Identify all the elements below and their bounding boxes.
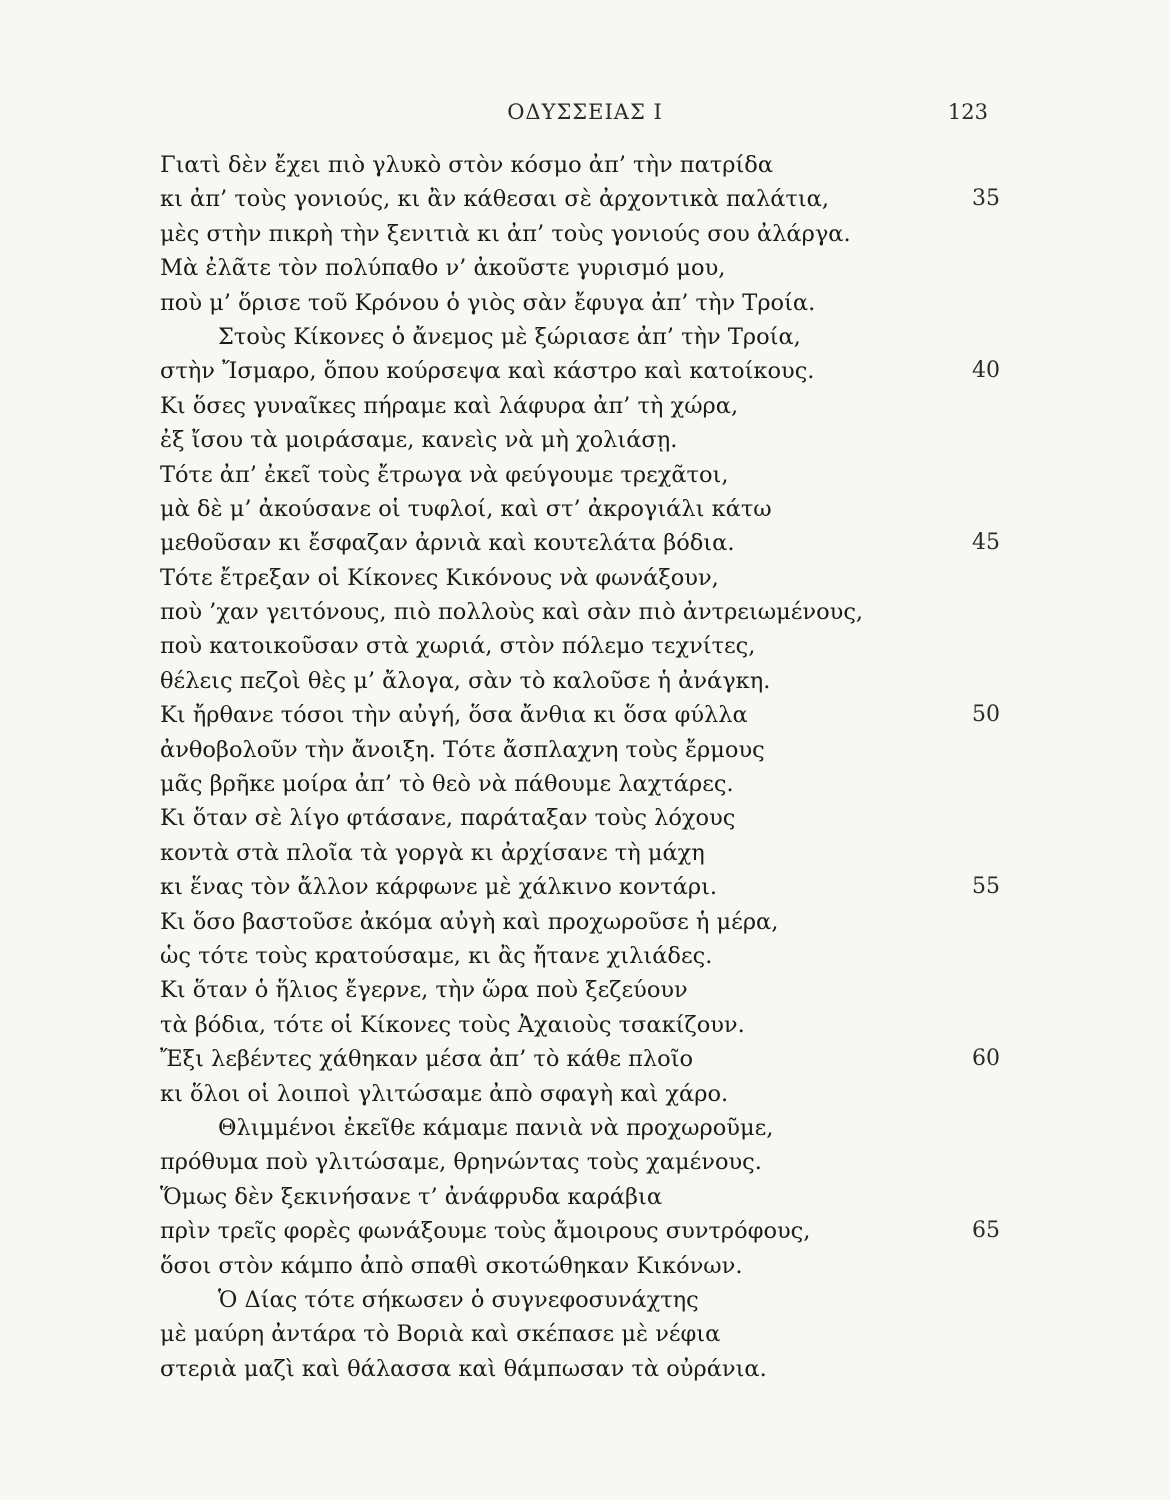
line-number: 35 — [972, 186, 1000, 212]
verse-text: Μὰ ἐλᾶτε τὸν πολύπαθο ν’ ἀκοῦστε γυρισμό μου, — [160, 255, 726, 282]
verse-text: Κι ὅσες γυναῖκες πήραμε καὶ λάφυρα ἀπ’ τὴ χώρα, — [160, 392, 739, 419]
verse-line — [160, 698, 1000, 732]
verse-line — [160, 595, 1000, 629]
verse-line — [160, 492, 1000, 526]
verse-line — [160, 1352, 1000, 1386]
verse-text: Κι ὅταν σὲ λίγο φτάσανε, παράταξαν τοὺς λόχους — [160, 805, 736, 832]
verse-line — [160, 870, 1000, 904]
verse-text: Στοὺς Κίκονες ὁ ἄνεμος μὲ ξώριασε ἀπ’ τὴν Τροία, — [218, 323, 801, 350]
verse-line — [160, 801, 1000, 835]
verse-line — [160, 733, 1000, 767]
verse-line — [160, 1008, 1000, 1042]
verse-text: ποὺ μ’ ὅρισε τοῦ Κρόνου ὁ γιὸς σὰν ἔφυγα ἀπ’ τὴν Τροία. — [160, 289, 816, 316]
line-number: 65 — [972, 1218, 1000, 1244]
verse-line — [160, 320, 1000, 354]
verse-line — [160, 1249, 1000, 1283]
verse-line — [160, 354, 1000, 388]
verse-text: Ὅμως δὲν ξεκινήσανε τ’ ἀνάφρυδα καράβια — [160, 1183, 663, 1210]
verse-line — [160, 1214, 1000, 1248]
line-number: 50 — [972, 702, 1000, 728]
verse-text: στεριὰ μαζὶ καὶ θάλασσα καὶ θάμπωσαν τὰ οὐράνια. — [160, 1355, 767, 1382]
verse-text: ποὺ ’χαν γειτόνους, πιὸ πολλοὺς καὶ σὰν πιὸ ἀντρειωμένους, — [160, 599, 864, 626]
page-number: 123 — [947, 100, 988, 124]
verse-text: μὰ δὲ μ’ ἀκούσανε οἱ τυφλοί, καὶ στ’ ἀκρογιάλι κάτω — [160, 495, 772, 522]
verse-text: τὰ βόδια, τότε οἱ Κίκονες τοὺς Ἀχαιοὺς τσακίζουν. — [160, 1011, 745, 1038]
verse-line — [160, 1283, 1000, 1317]
verse-line — [160, 148, 1000, 182]
line-number: 60 — [972, 1046, 1000, 1072]
verse-text: κι ὅλοι οἱ λοιποὶ γλιτώσαμε ἀπὸ σφαγὴ καὶ χάρο. — [160, 1080, 729, 1107]
line-number: 40 — [972, 358, 1000, 384]
verse-text: μὲ μαύρη ἀντάρα τὸ Βοριὰ καὶ σκέπασε μὲ νέφια — [160, 1321, 721, 1348]
verse-text: κι ἕνας τὸν ἄλλον κάρφωνε μὲ χάλκινο κοντάρι. — [160, 874, 718, 901]
verse-line — [160, 286, 1000, 320]
verse-text: κοντὰ στὰ πλοῖα τὰ γοργὰ κι ἀρχίσανε τὴ μάχη — [160, 839, 705, 866]
running-head-title: ΟΔΥΣΣΕΙΑΣ Ι — [507, 100, 663, 124]
verse-line — [160, 939, 1000, 973]
verse-text: μὲς στὴν πικρὴ τὴν ξενιτιὰ κι ἀπ’ τοὺς γονιούς σου ἀλάργα. — [160, 220, 851, 247]
verse-text: Ὁ Δίας τότε σήκωσεν ὁ συγνεφοσυνάχτης — [218, 1286, 699, 1313]
verse-text: πρὶν τρεῖς φορὲς φωνάξουμε τοὺς ἄμοιρους συντρόφους, — [160, 1218, 811, 1245]
line-number: 55 — [972, 874, 1000, 900]
verse-text: Ἔξι λεβέντες χάθηκαν μέσα ἀπ’ τὸ κάθε πλοῖο — [160, 1046, 694, 1073]
verse-line — [160, 1042, 1000, 1076]
verse-line — [160, 664, 1000, 698]
verse-line — [160, 905, 1000, 939]
verse-text: ὅσοι στὸν κάμπο ἀπὸ σπαθὶ σκοτώθηκαν Κικόνων. — [160, 1252, 743, 1279]
verse-line — [160, 1145, 1000, 1179]
verse-line — [160, 629, 1000, 663]
verse-text: Θλιμμένοι ἐκεῖθε κάμαμε πανιὰ νὰ προχωροῦμε, — [218, 1114, 774, 1141]
verse-line — [160, 389, 1000, 423]
verse-text: κι ἀπ’ τοὺς γονιούς, κι ἂν κάθεσαι σὲ ἀρχοντικὰ παλάτια, — [160, 186, 830, 213]
verse-text: μᾶς βρῆκε μοίρα ἀπ’ τὸ θεὸ νὰ πάθουμε λαχτάρες. — [160, 771, 734, 798]
verse-text: Κι ἤρθανε τόσοι τὴν αὐγή, ὅσα ἄνθια κι ὅσα φύλλα — [160, 702, 748, 729]
verse-line — [160, 1317, 1000, 1351]
verse-text: μεθοῦσαν κι ἔσφαζαν ἀρνιὰ καὶ κουτελάτα βόδια. — [160, 530, 735, 557]
verse-line — [160, 458, 1000, 492]
verse-text: πρόθυμα ποὺ γλιτώσαμε, θρηνώντας τοὺς χαμένους. — [160, 1149, 762, 1176]
verse-text: Τότε ἔτρεξαν οἱ Κίκονες Κικόνους νὰ φωνάξουν, — [160, 564, 719, 591]
line-number: 45 — [972, 530, 1000, 556]
verse-text: Τότε ἀπ’ ἐκεῖ τοὺς ἔτρωγα νὰ φεύγουμε τρεχᾶτοι, — [160, 461, 729, 488]
verse-line — [160, 217, 1000, 251]
verse-line — [160, 1180, 1000, 1214]
verse-text: ποὺ κατοικοῦσαν στὰ χωριά, στὸν πόλεμο τεχνίτες, — [160, 633, 756, 660]
verse-text: ἀνθοβολοῦν τὴν ἄνοιξη. Τότε ἄσπλαχνη τοὺς ἔρμους — [160, 736, 765, 763]
verse-text: Κι ὅταν ὁ ἥλιος ἔγερνε, τὴν ὥρα ποὺ ξεζεύουν — [160, 977, 688, 1004]
verse-text: Κι ὅσο βαστοῦσε ἀκόμα αὐγὴ καὶ προχωροῦσε ἡ μέρα, — [160, 908, 779, 935]
verse-line — [160, 1077, 1000, 1111]
verse-text: Γιατὶ δὲν ἔχει πιὸ γλυκὸ στὸν κόσμο ἀπ’ τὴν πατρίδα — [160, 152, 774, 178]
verse-line — [160, 561, 1000, 595]
verse-text: ὡς τότε τοὺς κρατούσαμε, κι ἂς ἤτανε χιλιάδες. — [160, 942, 713, 969]
verse-line — [160, 423, 1000, 457]
verse-line — [160, 182, 1000, 216]
verse-line — [160, 836, 1000, 870]
verse-line — [160, 767, 1000, 801]
verse-text: στὴν Ἴσμαρο, ὅπου κούρσεψα καὶ κάστρο καὶ κατοίκους. — [160, 358, 815, 385]
poem-text — [160, 148, 1000, 1386]
running-head — [0, 100, 1170, 130]
verse-text: θέλεις πεζοὶ θὲς μ’ ἄλογα, σὰν τὸ καλοῦσε ἡ ἀνάγκη. — [160, 667, 771, 694]
verse-text: ἐξ ἴσου τὰ μοιράσαμε, κανεὶς νὰ μὴ χολιάσῃ. — [160, 427, 678, 454]
verse-line — [160, 1111, 1000, 1145]
verse-line — [160, 251, 1000, 285]
verse-line — [160, 526, 1000, 560]
verse-line — [160, 973, 1000, 1007]
